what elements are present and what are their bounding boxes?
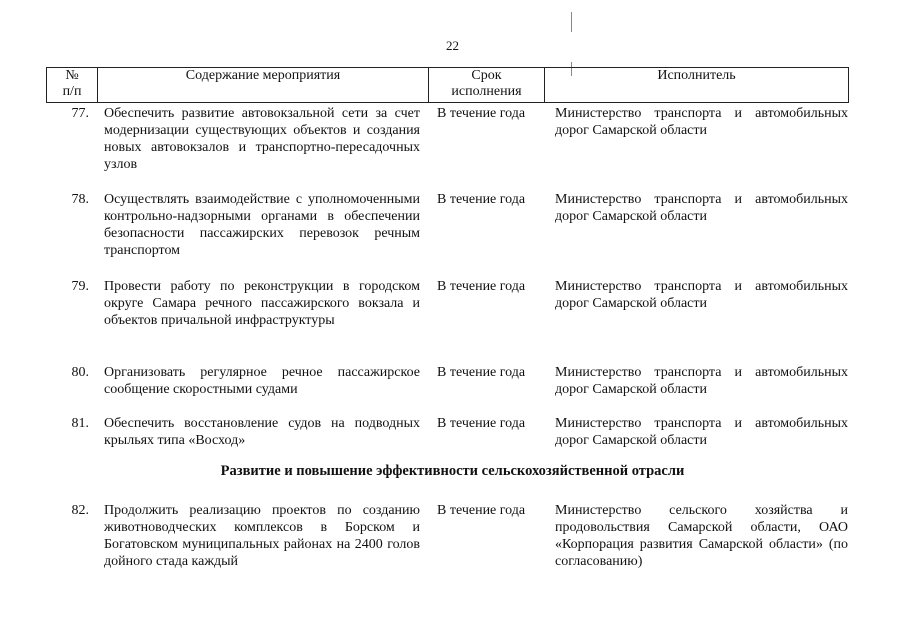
row-number: 77. <box>71 106 89 121</box>
page-number: 22 <box>446 38 459 53</box>
row-number: 79. <box>71 279 89 294</box>
header-num <box>46 67 98 103</box>
row-executor: Министерство транспорта и автомобильных дорог Самарской области <box>555 106 848 138</box>
row-number: 78. <box>71 192 89 207</box>
header-content <box>98 67 429 103</box>
scan-mark-vertical <box>571 12 572 32</box>
row-number: 81. <box>71 416 89 431</box>
row-term: В течение года <box>437 106 526 121</box>
row-executor: Министерство транспорта и автомобильных дорог Самарской области <box>555 416 848 448</box>
row-term: В течение года <box>437 279 526 294</box>
row-content: Провести работу по реконструкции в городском округе Самара речного пассажирского вокзала и объектов причальной инфраструктуры <box>104 279 420 328</box>
header-executor <box>545 67 849 103</box>
row-content: Продолжить реализацию проектов по созданию животноводческих комплексов в Борском и Богатовском муниципальных районах на 2400 голов дойного стада каждый <box>104 503 420 569</box>
row-executor: Министерство транспорта и автомобильных дорог Самарской области <box>555 279 848 311</box>
row-number: 80. <box>71 365 89 380</box>
row-term: В течение года <box>437 416 526 431</box>
header-num-sign: № <box>65 68 79 83</box>
row-content: Осуществлять взаимодействие с уполномоченными контрольно-надзорными органами в обеспечении безопасности пассажирских перевозок речным транспортом <box>104 192 420 258</box>
row-executor: Министерство транспорта и автомобильных дорог Самарской области <box>555 192 848 224</box>
row-executor: Министерство сельского хозяйства и продовольствия Самарской области, ОАО «Корпорация развития Самарской области» (по согласованию) <box>555 503 848 569</box>
header-content-label: Содержание мероприятия <box>185 68 341 83</box>
row-content: Организовать регулярное речное пассажирское сообщение скоростными судами <box>104 365 420 397</box>
section-title: Развитие и повышение эффективности сельскохозяйственной отрасли <box>220 463 685 479</box>
row-term: В течение года <box>437 503 526 518</box>
row-executor: Министерство транспорта и автомобильных дорог Самарской области <box>555 365 848 397</box>
header-term-line1: Срок <box>471 68 502 83</box>
header-term <box>429 67 545 103</box>
header-term-line2: исполнения <box>451 84 522 99</box>
row-content: Обеспечить восстановление судов на подводных крыльях типа «Восход» <box>104 416 420 448</box>
row-term: В течение года <box>437 192 526 207</box>
row-number: 82. <box>71 503 89 518</box>
header-executor-label: Исполнитель <box>657 68 736 83</box>
row-term: В течение года <box>437 365 526 380</box>
row-content: Обеспечить развитие автовокзальной сети за счет модернизации существующих объектов и создания новых автовокзалов и транспортно-пересадочных узлов <box>104 106 420 172</box>
header-num-pp: п/п <box>62 84 82 99</box>
